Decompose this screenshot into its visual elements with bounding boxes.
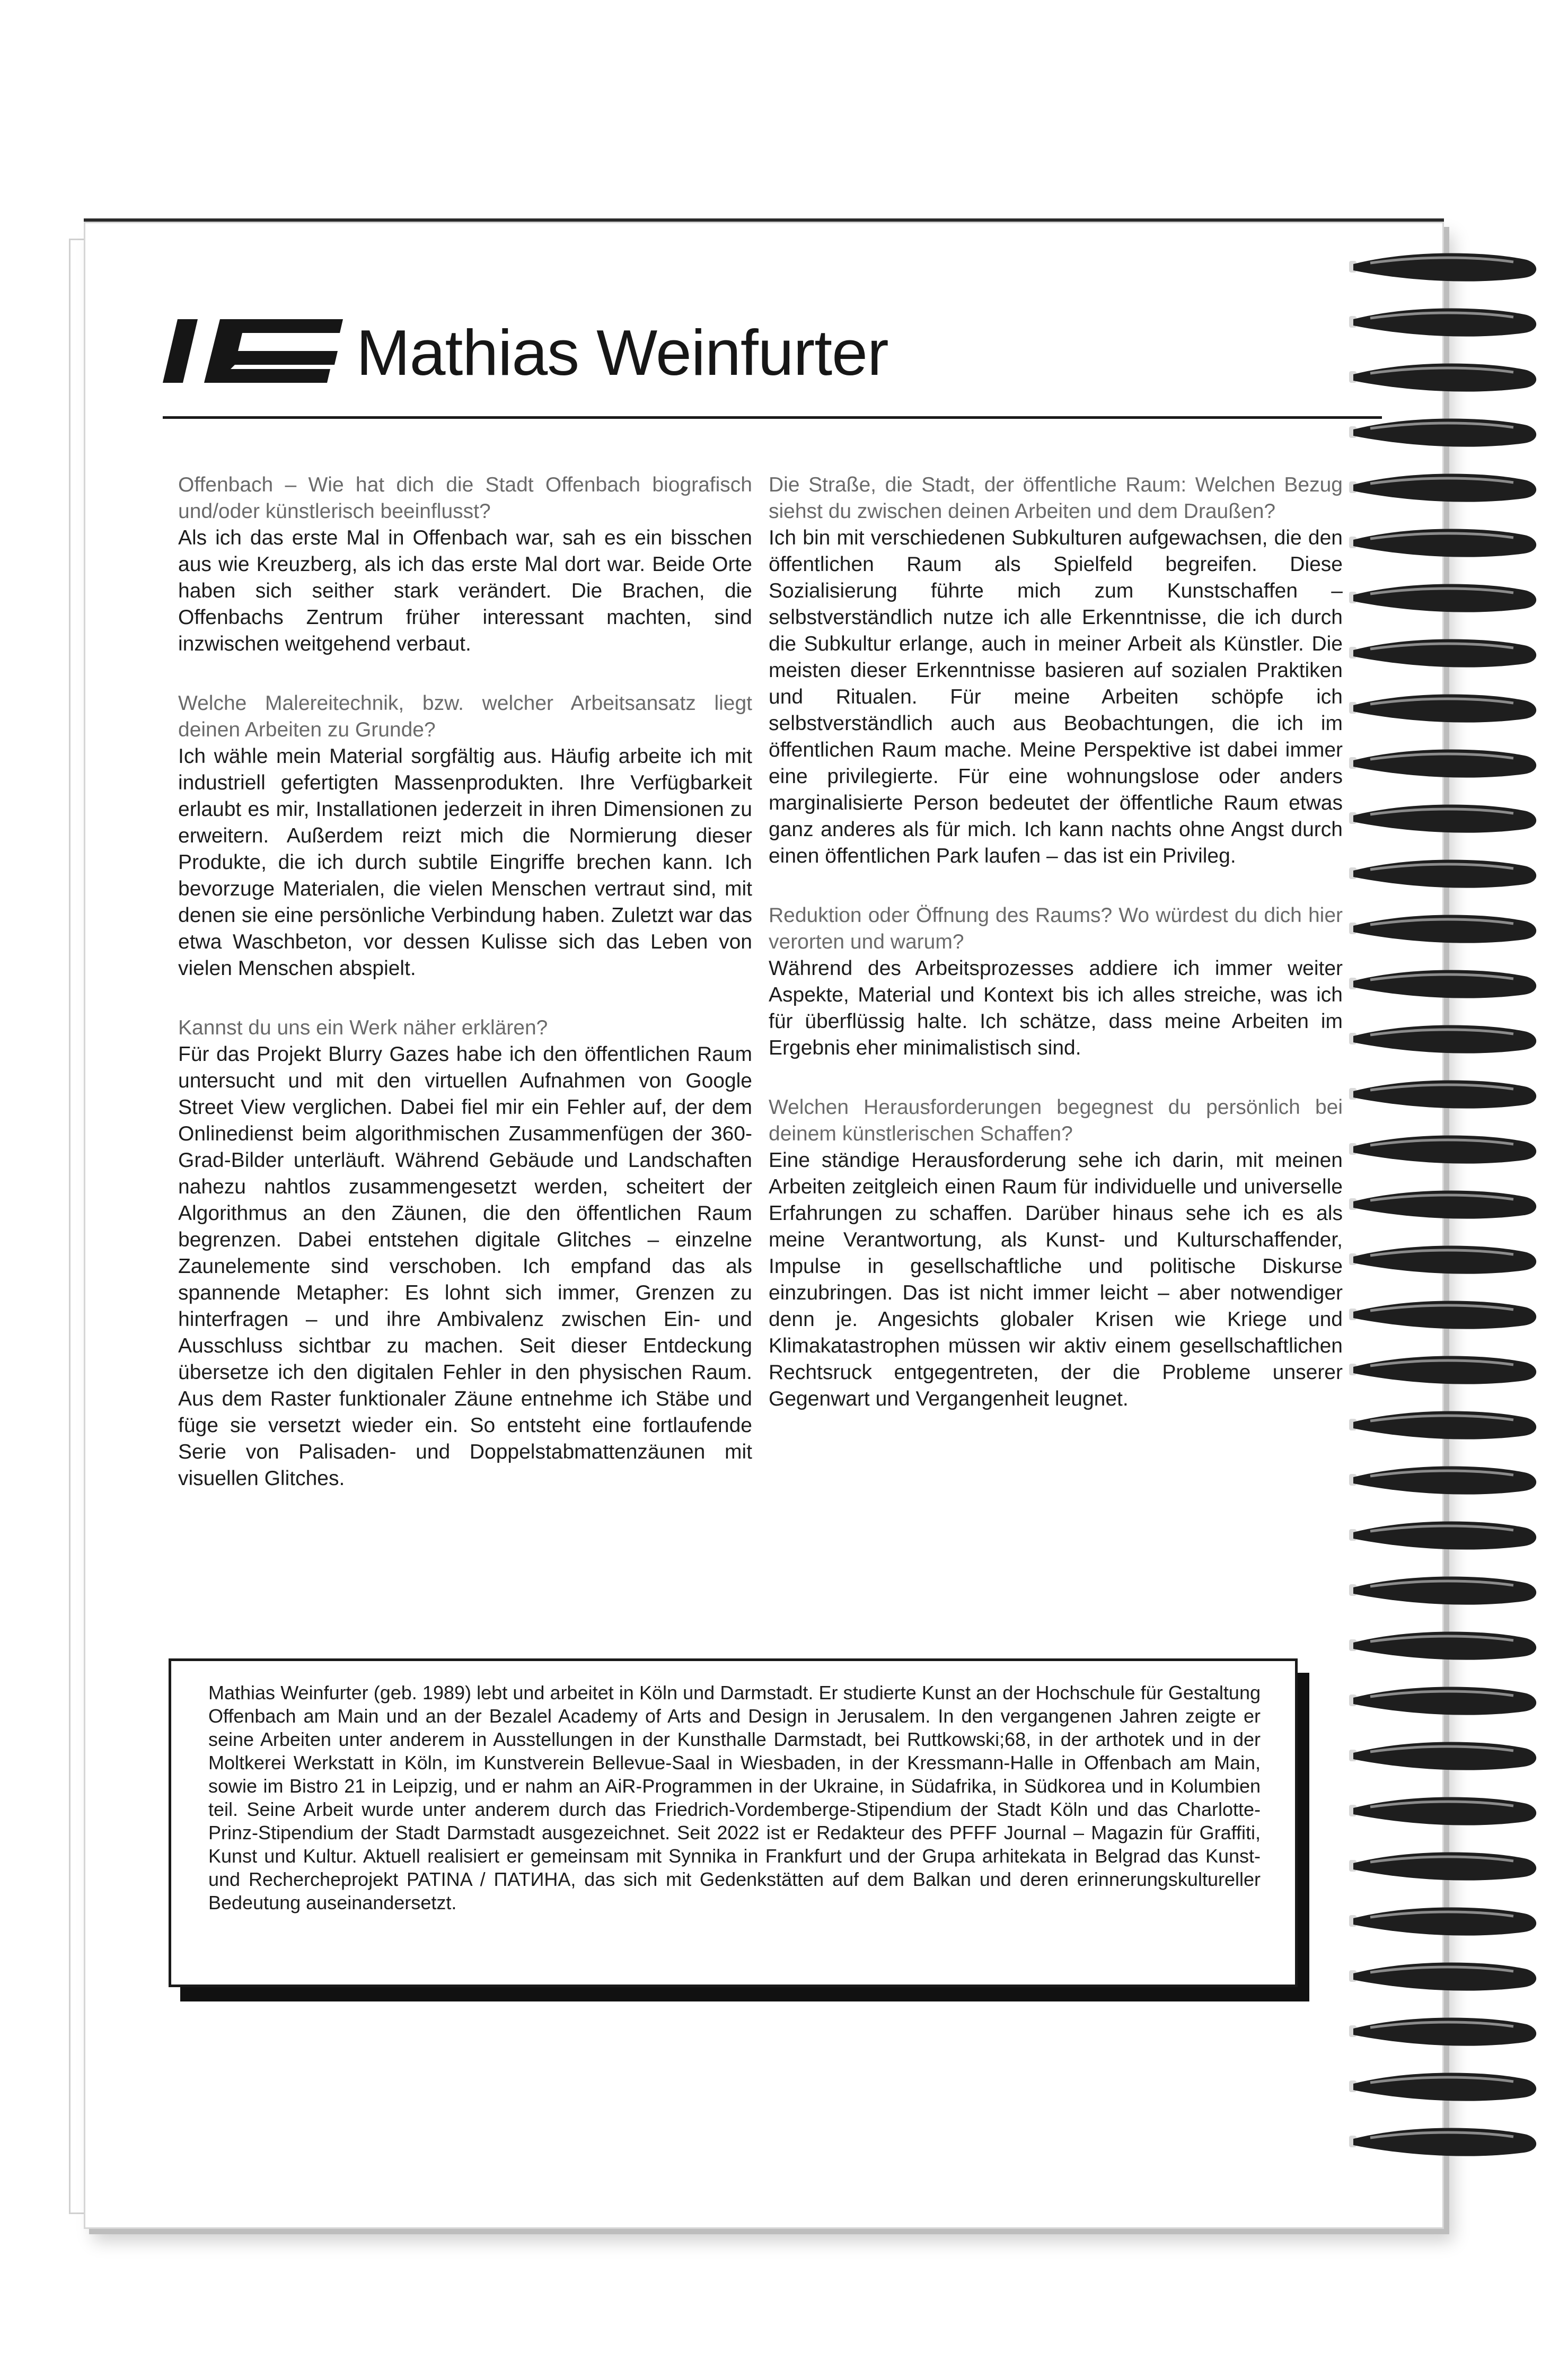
binding-loop (1349, 418, 1536, 446)
spiral-binding-icon (1349, 233, 1551, 2216)
binding-loop (1349, 749, 1536, 777)
binding-loop (1349, 1301, 1536, 1329)
binding-loop (1349, 473, 1536, 502)
answer-text: Als ich das erste Mal in Offenbach war, sah es ein bisschen aus wie Kreuzberg, als ich das erste Mal dort war. Beide Orte haben sich seither stark verändert. Die Brachen, die Offenbachs Zentrum früher interessant machten, sind inzwischen weitgehend verbaut. (178, 526, 752, 655)
question-text: Reduktion oder Öffnung des Raums? Wo würdest du dich hier verorten und warum? (769, 904, 1343, 953)
binding-loop (1349, 915, 1536, 943)
question-text: Welchen Herausforderungen begegnest du persönlich bei deinem künstlerischen Schaffen? (769, 1096, 1343, 1145)
binding-loop (1349, 253, 1536, 281)
answer-text: Während des Arbeitsprozesses addiere ich immer weiter Aspekte, Material und Kontext bis ich alles streiche, was ich für überflüssig halte. Ich schätze, dass meine Arbeiten im Ergebnis eher minimalistisch sind. (769, 957, 1343, 1059)
binding-loop (1349, 529, 1536, 557)
binding-loop (1349, 1797, 1536, 1825)
binding-loop (1349, 970, 1536, 998)
answer-text: Ich bin mit verschiedenen Subkulturen aufgewachsen, die den öffentlichen Raum als Spielfeld begreifen. Diese Sozialisierung führte mich zum Kunstschaffen – selbstverständlich nutze ich alle Erkenntnisse, die ich durch die Subkultur erlange, auch in meiner Arbeit als Künstler. Die meisten dieser Erkenntnisse basieren auf sozialen Praktiken und Ritualen. Für meine Arbeiten schöpfe ich selbstverständlich auch aus Beobachtungen, die ich im öffentlichen Raum mache. Meine Perspektive ist dabei immer eine privilegierte. Für eine wohnungslose oder anders marginalisierte Person bedeutet der öffentliche Raum etwas ganz anderes als für mich. Ich kann nachts ohne Angst durch einen öffentlichen Park laufen – das ist ein Privileg. (769, 526, 1343, 867)
binding-loop (1349, 1521, 1536, 1549)
question-text: Welche Malereitechnik, bzw. welcher Arbeitsansatz liegt deinen Arbeiten zu Grunde? (178, 692, 752, 741)
qa-item (769, 902, 1343, 1061)
binding-loop (1349, 308, 1536, 336)
bio-box (169, 1658, 1298, 1987)
qa-item (769, 472, 1343, 870)
answer-text: Ich wähle mein Material sorgfältig aus. Häufig arbeite ich mit industriell gefertigten Massenprodukten. Ihre Verfügbarkeit erlaubt es mir, Installationen jederzeit in ihren Dimensionen zu erweitern. Außerdem reizt mich die Normierung dieser Produkte, die ich durch subtile Eingriffe brechen kann. Ich bevorzuge Materialen, die vielen Menschen vertraut sind, mit denen sie eine persönliche Verbindung haben. Zuletzt war das etwa Waschbeton, vor dessen Kulisse sich das Leben von vielen Menschen abspielt. (178, 745, 752, 980)
binding-loop (1349, 1466, 1536, 1494)
binding-loop (1349, 363, 1536, 391)
binding-loop (1349, 1687, 1536, 1715)
qa-item (769, 1094, 1343, 1412)
binding-loop (1349, 694, 1536, 722)
binding-loop (1349, 584, 1536, 612)
title-divider (163, 416, 1382, 419)
qa-item (178, 690, 752, 982)
ic-logo-icon (163, 319, 343, 383)
binding-loop (1349, 804, 1536, 832)
question-text: Kannst du uns ein Werk näher erklären? (178, 1016, 548, 1039)
binding-loop (1349, 1962, 1536, 1990)
page-title: Mathias Weinfurter (356, 317, 888, 389)
binding-loop (1349, 1080, 1536, 1108)
question-text: Die Straße, die Stadt, der öffentliche Raum: Welchen Bezug siehst du zwischen deinen Arbeiten und dem Draußen? (769, 473, 1343, 523)
qa-item (178, 472, 752, 657)
answer-text: Eine ständige Herausforderung sehe ich darin, mit meinen Arbeiten zeitgleich einen Raum für individuelle und universelle Erfahrungen zu schaffen. Darüber hinaus sehe ich es als meine Verantwortung, als Kunst- und Kulturschaffender, Impulse in gesellschaftliche und politische Diskurse einzubringen. Das ist nicht immer leicht – aber notwendiger denn je. Angesichts globaler Krisen wie Kriege und Klimakatastrophen müssen wir aktiv einem gesellschaftlichen Rechtsruck entgegentreten, der die Probleme unserer Gegenwart und Vergangenheit leugnet. (769, 1149, 1343, 1410)
binding-loop (1349, 1025, 1536, 1053)
binding-loop (1349, 1245, 1536, 1274)
binding-loop (1349, 1631, 1536, 1660)
qa-item (178, 1015, 752, 1492)
binding-loop (1349, 2073, 1536, 2101)
binding-loop (1349, 1907, 1536, 1935)
binding-loop (1349, 1576, 1536, 1604)
binding-loop (1349, 1135, 1536, 1163)
binding-loop (1349, 1411, 1536, 1439)
binding-loop (1349, 1852, 1536, 1880)
bio-text: Mathias Weinfurter (geb. 1989) lebt und arbeitet in Köln und Darmstadt. Er studierte Kunst an der Hochschule für Gestaltung Offenbach am Main und an der Bezalel Academy of Arts and Design in Jerusalem. In den vergangenen Jahren zeigte er seine Arbeiten unter anderem in Ausstellungen in der Kunsthalle Darmstadt, bei Ruttkowski;68, in der arthotek und in der Moltkerei Werkstatt in Köln, im Kunstverein Bellevue-Saal in Wiesbaden, in der Kressmann-Halle in Offenbach am Main, sowie im Bistro 21 in Leipzig, und er nahm an AiR-Programmen in der Ukraine, in Südafrika, in Südkorea und in Kolumbien teil. Seine Arbeit wurde unter anderem durch das Friedrich-Vordemberge-Stipendium der Stadt Köln und das Charlotte-Prinz-Stipendium der Stadt Darmstadt ausgezeichnet. Seit 2022 ist er Redakteur des PFFF Journal – Magazin für Graffiti, Kunst und Kultur. Aktuell realisiert er gemeinsam mit Synnika in Frankfurt und der Grupa arhitekata in Belgrad das Kunst- und Rechercheprojekt PATINA / ПАТИНА, das sich mit Gedenkstätten auf dem Balkan und deren erinnerungskultureller Bedeutung auseinandersetzt. (208, 1682, 1261, 1913)
binding-loop (1349, 639, 1536, 667)
binding-loop (1349, 1356, 1536, 1384)
answer-text: Für das Projekt Blurry Gazes habe ich den öffentlichen Raum untersucht und mit den virtuellen Aufnahmen von Google Street View verglichen. Dabei fiel mir ein Fehler auf, der dem Onlinedienst beim algorithmischen Zusammenfügen der 360-Grad-Bilder unterläuft. Während Gebäude und Landschaften nahezu nahtlos zusammengesetzt werden, scheitert der Algorithmus an den Zäunen, die den öffentlichen Raum begrenzen. Dabei entstehen digitale Glitches – einzelne Zaunelemente sind verschoben. Ich empfand das als spannende Metapher: Es lohnt sich immer, Grenzen zu hinterfragen – und ihre Ambivalenz zwischen Ein- und Ausschluss sichtbar zu machen. Seit dieser Entdeckung übersetze ich den digitalen Fehler in den physischen Raum. Aus dem Raster funktionaler Zäune entnehme ich Stäbe und füge sie versetzt wieder ein. So entsteht eine fortlaufende Serie von Palisaden- und Doppelstabmattenzäunen mit visuellen Glitches. (178, 1043, 752, 1490)
binding-loop (1349, 1190, 1536, 1218)
binding-loop (1349, 859, 1536, 888)
question-text: Offenbach – Wie hat dich die Stadt Offenbach biografisch und/oder künstlerisch beeinflusst? (178, 473, 752, 523)
binding-loop (1349, 2128, 1536, 2156)
right-column (769, 472, 1343, 1445)
binding-loop (1349, 1742, 1536, 1770)
binding-loop (1349, 2017, 1536, 2045)
left-column (178, 472, 752, 1525)
